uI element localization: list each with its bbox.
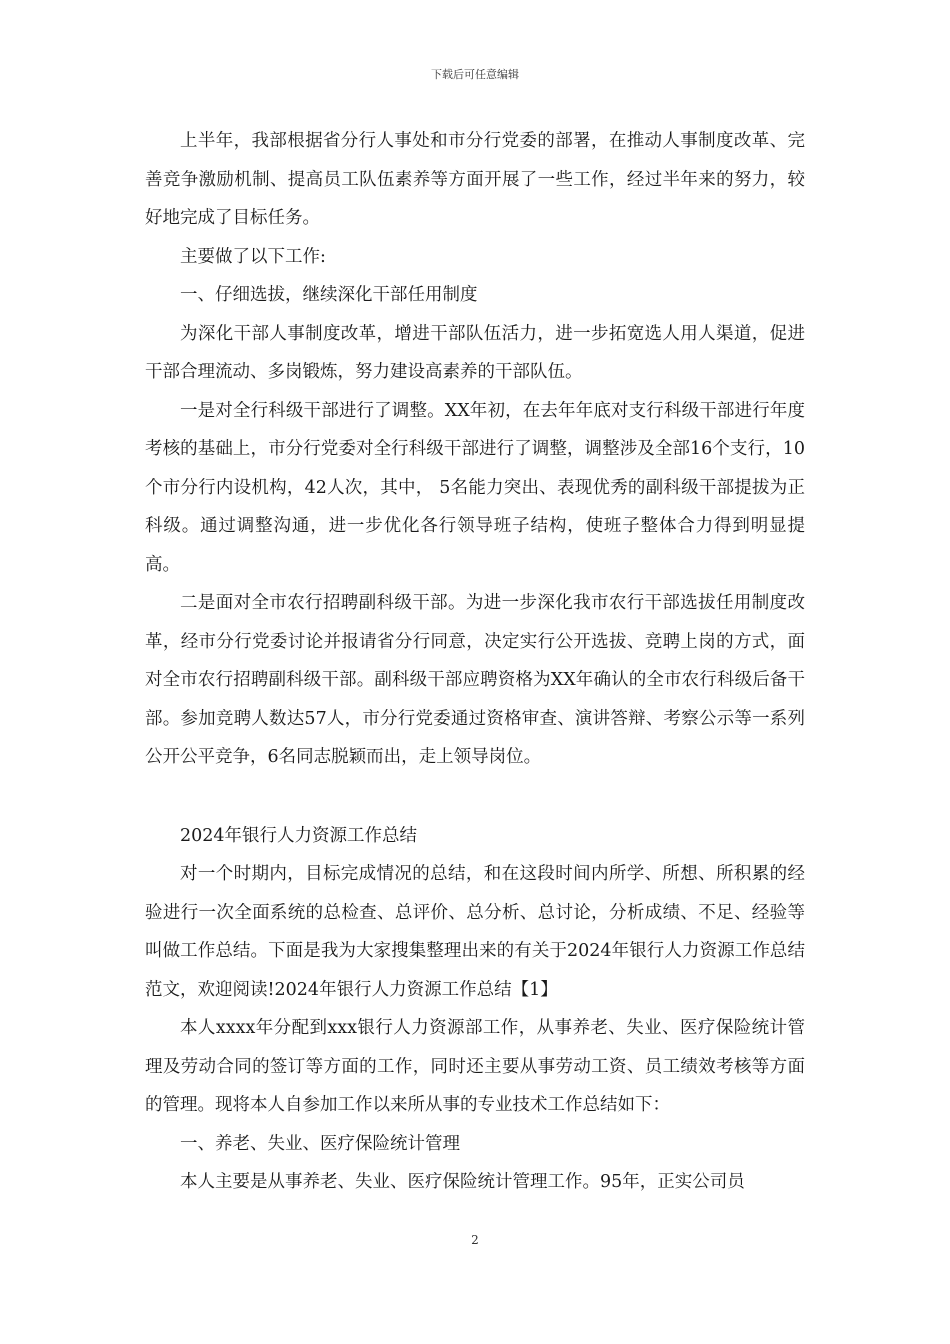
paragraph-cadre-reform: 为深化干部人事制度改革，增进干部队伍活力，进一步拓宽选人用人渠道，促进干部合理流动、多岗锻炼，努力建设高素养的干部队伍。 bbox=[145, 323, 805, 382]
paragraph-recruitment: 二是面对全市农行招聘副科级干部。为进一步深化我市农行干部选拔任用制度改革，经市分行党委讨论并报请省分行同意，决定实行公开选拔、竞聘上岗的方式，面对全市农行招聘副科级干部。副科级干部应聘资格为XX年确认的全市农行科级后备干部。参加竞聘人数达57人，市分行党委通过资格审查、演讲答辩、考察公示等一系列公开公平竞争，6名同志脱颖而出，走上领导岗位。 bbox=[145, 593, 805, 767]
heading-insurance-management: 一、养老、失业、医疗保险统计管理 bbox=[180, 1133, 460, 1154]
page-header: 下载后可任意编辑 bbox=[431, 68, 519, 81]
heading-cadre-selection: 一、仔细选拔，继续深化干部任用制度 bbox=[180, 285, 478, 305]
paragraph-intro: 上半年，我部根据省分行人事处和市分行党委的部署，在推动人事制度改革、完善竞争激励机制、提高员工队伍素养等方面开展了一些工作，经过半年来的努力，较好地完成了目标任务。 bbox=[145, 131, 805, 228]
paragraph-summary-definition: 对一个时期内，目标完成情况的总结，和在这段时间内所学、所想、所积累的经验进行一次全面系统的总检查、总评价、总分析、总讨论，分析成绩、不足、经验等叫做工作总结。下面是我为大家搜集整理出来的有关于2024年银行人力资源工作总结范文，欢迎阅读!2024年银行人力资源工作总结【1】 bbox=[145, 864, 805, 1000]
paragraph-main-work: 主要做了以下工作: bbox=[180, 246, 326, 267]
paragraph-adjustment: 一是对全行科级干部进行了调整。XX年初，在去年年底对支行科级干部进行年度考核的基础上，市分行党委对全行科级干部进行了调整，调整涉及全部16个支行，10个市分行内设机构，42人次，其中， 5名能力突出、表现优秀的副科级干部提拔为正科级。通过调整沟通，进一步优化各行领导班子结构，使班子整体合力得到明显提高。 bbox=[145, 400, 805, 575]
section-gap bbox=[145, 777, 805, 817]
section-title: 2024年银行人力资源工作总结 bbox=[180, 825, 418, 846]
page-number: 2 bbox=[471, 1233, 479, 1247]
document-body bbox=[145, 122, 805, 1202]
paragraph-personal-intro: 本人xxxx年分配到xxx银行人力资源部工作，从事养老、失业、医疗保险统计管理及劳动合同的签订等方面的工作，同时还主要从事劳动工资、员工绩效考核等方面的管理。现将本人自参加工作以来所从事的专业技术工作总结如下： bbox=[145, 1018, 805, 1115]
paragraph-insurance-work: 本人主要是从事养老、失业、医疗保险统计管理工作。95年，正实公司员 bbox=[180, 1172, 745, 1192]
